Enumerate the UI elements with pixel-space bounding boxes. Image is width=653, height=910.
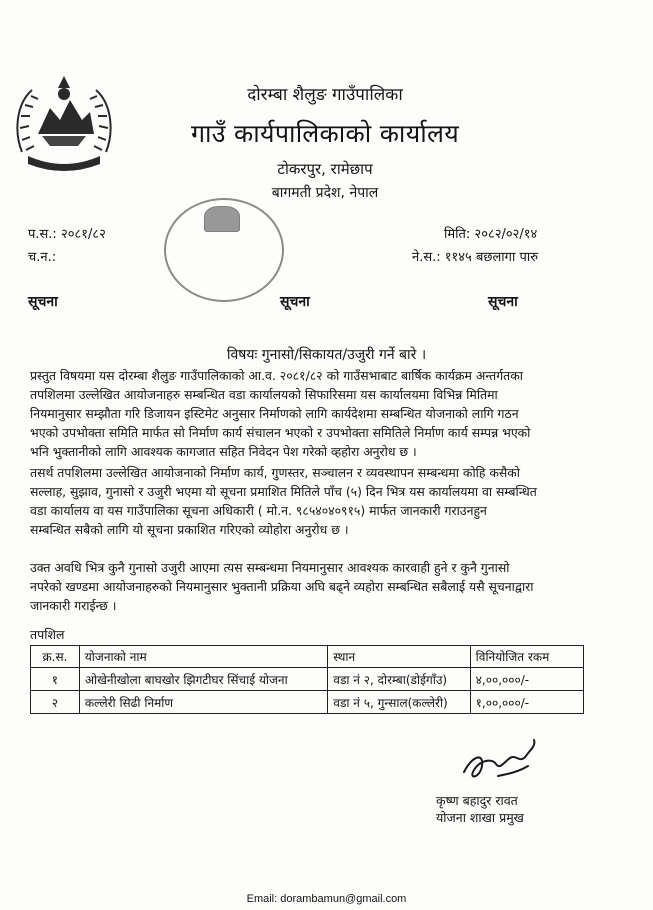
province-name: बागमती प्रदेश, नेपाल — [271, 185, 379, 201]
table-header-row — [31, 646, 584, 668]
ns-text: ने.स.: ११४५ बछलागा पारु — [412, 250, 539, 265]
paragraph-line: तसर्थ तपशिलमा उल्लेखित आयोजनाको निर्माण कार्य, गुणस्तर, सञ्चालन र व्यवस्थापन सम्बन्धमा कोहि कसैको — [30, 465, 521, 480]
paragraph-line: नपरेको खण्डमा आयोजनाहरुको नियमानुसार भुक्तानी प्रक्रिया अघि बढ्ने व्यहोरा सम्बन्धित सबैलाई यसै सूचनाद्वारा — [30, 579, 534, 594]
municipality-name: दोरम्बा शैलुङ गाउँपालिका — [247, 85, 403, 105]
table-row — [31, 691, 584, 714]
table-cell: ४,००,०००/- — [470, 668, 583, 691]
table-cell: १,००,०००/- — [470, 691, 583, 714]
table-caption: तपशिल — [30, 627, 65, 642]
notice-label-right: सूचना — [488, 294, 518, 310]
paragraph-1 — [30, 366, 586, 461]
table-cell: २ — [31, 691, 80, 714]
subject-line: विषयः गुनासो/सिकायत/उजुरी गर्ने बारे । — [226, 347, 427, 363]
paragraph-line: भएको उपभोक्ता समिति मार्फत सो निर्माण कार्य संचालन भएको र उपभोक्ता समितिले निर्माण कार्य सम्पन्न भएको — [30, 425, 531, 440]
signatory-name: कृष्ण बहादुर रावत — [436, 793, 518, 808]
paragraph-line: भनि भुक्तानीको लागि आवश्यक कागजात सहित निवेदन पेश गरेको व्हहोरा अनुरोध छ । — [30, 444, 417, 459]
nepal-emblem-icon — [8, 72, 120, 178]
project-table — [30, 645, 584, 714]
table-cell: वडा नं ५, गुन्साल(कल्लेरी) — [328, 691, 470, 714]
paragraph-line: जानकारी गराईन्छ । — [30, 598, 117, 613]
table-cell: वडा नं २, दोरम्बा(डोईगाँउ) — [328, 668, 470, 691]
paragraph-line: उक्त अवधि भित्र कुनै गुनासो उजुरी आएमा त्यस सम्बन्धमा नियमानुसार आवश्यक कारवाही हुने र कुनै गुनासो — [30, 560, 510, 575]
table-cell: कल्लेरी सिढी निर्माण — [79, 691, 327, 714]
office-title: गाउँ कार्यपालिकाको कार्यालय — [190, 119, 460, 148]
paragraph-line: प्रस्तुत विषयमा यस दोरम्बा शैलुङ गाउँपालिकाको आ.व. २०८१/८२ को गाउँसभाबाट बार्षिक कार्यक्रम अन्तर्गतका — [30, 368, 523, 383]
table-cell: १ — [31, 668, 80, 691]
column-header: स्थान — [328, 646, 470, 668]
dispatch-number: च.न.: — [28, 250, 57, 265]
paragraph-line: सम्बन्धित सबैको लागि यो सूचना प्रकाशित गरिएको व्योहोरा अनुरोध छ । — [30, 522, 349, 537]
signature-mark — [458, 736, 550, 786]
column-header: क्र.स. — [31, 646, 80, 668]
notice-label-center: सूचना — [280, 294, 310, 310]
footer-email: Email: dorambamun@gmail.com — [246, 893, 407, 905]
reference-number: प.स.: २०८१/८२ — [28, 227, 106, 242]
paragraph-3 — [30, 558, 586, 615]
paragraph-2 — [30, 463, 586, 539]
paragraph-line: नियमानुसार सम्झौता गरि डिजायन इस्टिमेट अनुसार निर्माणको लागि कार्यदेशमा सम्बन्धित योजनाको लागि गठन — [30, 406, 519, 421]
table-row — [31, 668, 584, 691]
office-address: टोकरपुर, रामेछाप — [277, 160, 373, 178]
seal-emblem — [204, 206, 240, 232]
notice-label-left: सूचना — [28, 294, 58, 310]
column-header: विनियोजित रकम — [470, 646, 583, 668]
date-text: मिति: २०८२/०२/१४ — [444, 227, 538, 242]
table-cell: ओखेनीखोला बाघखोर झिगटीघर सिंचाई योजना — [79, 668, 327, 691]
paragraph-line: तपशिलमा उल्लेखित आयोजनाहरु सम्बन्धित वडा कार्यालयको सिफारिसमा यस कार्यालयमा विभिन्न मितिमा — [30, 387, 498, 402]
paragraph-line: सल्लाह, सुझाव, गुनासो र उजुरी भएमा यो सूचना प्रमाशित मितिले पाँच (५) दिन भित्र यस कार्यालयमा वा सम्बन्धित — [30, 484, 537, 499]
signatory-position: योजना शाखा प्रमुख — [436, 810, 524, 825]
column-header: योजनाको नाम — [79, 646, 327, 668]
paragraph-line: वडा कार्यालय वा यस गाउँपालिका सूचना अधिकारी ( मो.न. ९८५४०४०९१५) मार्फत जानकारी गराउनहुन — [30, 503, 487, 518]
